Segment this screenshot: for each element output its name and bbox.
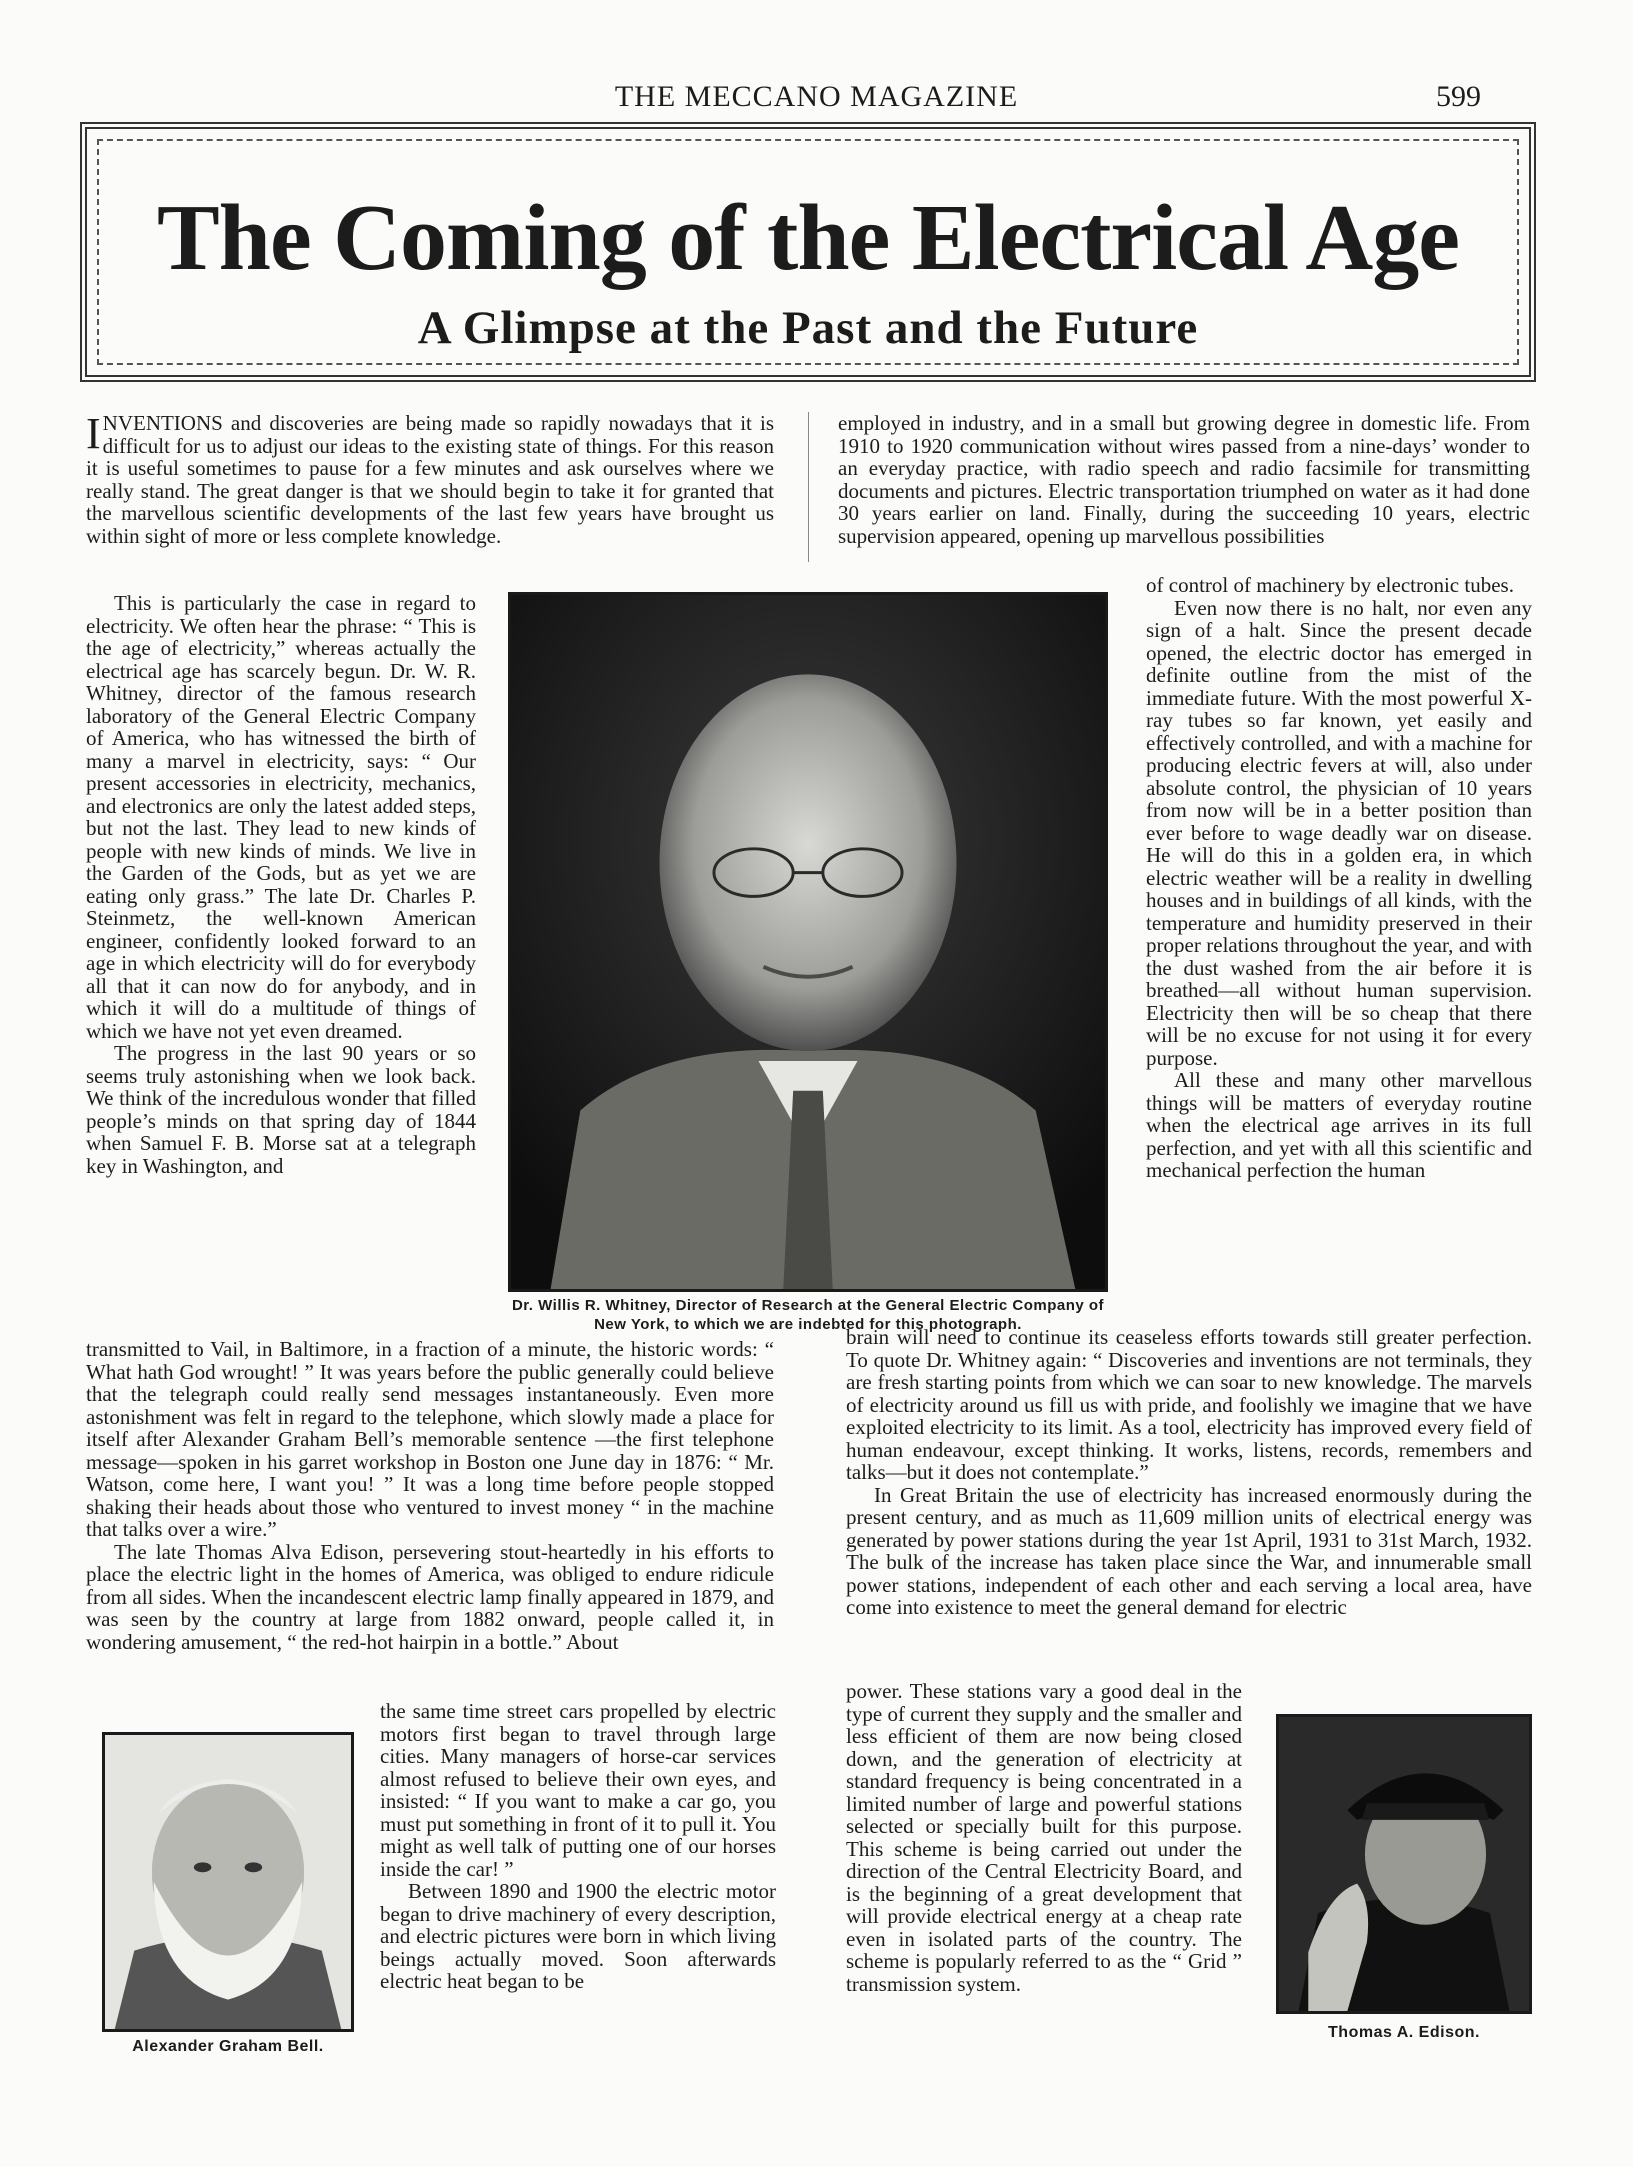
- edison-photo: [1276, 1714, 1532, 2014]
- right-column-top: [838, 412, 1530, 547]
- article-subtitle: A Glimpse at the Past and the Future: [417, 302, 1199, 354]
- right-paragraph-3-cont: brain will need to continue its ceaseless efforts towards still greater perfection. To quote Dr. Whitney again: “ Discoveries and inventions are not terminals, they are fresh starting points from which we can soar to new knowledge. The marvels of electricity around us fill us with pride, and foolishly we imagine that we have exploited electricity to its limit. As a tool, electricity has improved every field of human endeavour, except thinking. It works, listens, records, remembers and talks—but it does not contemplate.”: [846, 1325, 1532, 1484]
- edison-caption: Thomas A. Edison.: [1328, 2024, 1480, 2041]
- right-column-lower: [846, 1326, 1532, 1619]
- left-column-narrow: [86, 592, 476, 1177]
- left-column-bell-adjacent: [380, 1700, 776, 1993]
- right-paragraph-3: All these and many other marvellous things will be matters of everyday routine when the electrical age arrives in its full perfection, and yet with all this scientific and mechanical perfection the human: [1146, 1068, 1532, 1182]
- intro-text: NVENTIONS and discoveries are being made so rapidly nowadays that it is difficult for us to adjust our ideas to the existing state of things. For this reason it is useful sometimes to pause for a few minutes and ask ourselves where we really stand. The great danger is that we should begin to take it for granted that the marvellous scientific developments of the last few years have brought us within sight of more or less complete knowledge.: [86, 411, 774, 548]
- left-paragraph-4: Between 1890 and 1900 the electric motor began to drive machinery of every description, and electric pictures were born in which living beings actually moved. Soon afterwards electric heat began to be: [380, 1879, 776, 1993]
- bell-caption: Alexander Graham Bell.: [132, 2038, 324, 2055]
- magazine-title: THE MECCANO MAGAZINE: [614, 80, 1019, 113]
- whitney-caption: Dr. Willis R. Whitney, Director of Research at the General Electric Company of New York, to which we are indebted for this photograph.: [511, 1297, 1105, 1333]
- left-paragraph-2-cont: transmitted to Vail, in Baltimore, in a fraction of a minute, the historic words: “ What hath God wrought! ” It was years before the public generally could believe that the telegraph could really send messages instantaneously. Even more astonishment was felt in regard to the telephone, which slowly made a place for itself after Alexander Graham Bell’s memorable sentence —the first telephone message—spoken in his garret workshop in Boston one June day in 1876: “ Mr. Watson, come here, I want you! ” It was a long time before people stopped shaking their heads about those who ventured to invest money “ in the machine that talks over a wire.”: [86, 1337, 774, 1541]
- left-paragraph-2: The progress in the last 90 years or so seems truly astonishing when we look back. We think of the incredulous wonder that filled people’s minds on that spring day of 1844 when Samuel F. B. Morse sat at a telegraph key in Washington, and: [86, 1041, 476, 1178]
- right-paragraph-2: Even now there is no halt, nor even any sign of a halt. Since the present decade opened, the electric doctor has emerged in definite outline from the mist of the immediate future. With the most powerful X-ray tubes so far known, yet easily and effectively controlled, and with a machine for producing electric fevers at will, also under absolute control, the physician of 10 years from now will be in a better position than ever before to wage deadly war on disease. He will do this in a golden era, in which electric weather will be a reality in dwelling houses and in buildings of all kinds, with the temperature and humidity preserved in their proper relations throughout the year, and with the dust washed from the air before it is breathed—all without human supervision. Electricity then will be so cheap that there will be no excuse for not using it for every purpose.: [1146, 595, 1532, 1070]
- bell-portrait-image: [105, 1735, 351, 2029]
- whitney-portrait-image: [511, 595, 1105, 1289]
- page-number: 599: [1436, 80, 1481, 113]
- edison-portrait-image: [1279, 1717, 1529, 2011]
- right-paragraph-4-cont: power. These stations vary a good deal in the type of current they supply and the smaller and less efficient of them are now being closed down, and the generation of electricity at standard frequency is being concentrated in a limited number of large and powerful stations selected or specially built for this purpose. This scheme is being carried out under the direction of the Central Electricity Board, and is the beginning of a great development that will provide electrical energy at a cheap rate even in isolated parts of the country. The scheme is popularly referred to as the “ Grid ” transmission system.: [846, 1679, 1242, 1996]
- left-paragraph-1: This is particularly the case in regard to electricity. We often hear the phrase: “ This is the age of electricity,” whereas actually the electrical age has scarcely begun. Dr. W. R. Whitney, director of the famous research laboratory of the General Electric Company of America, who has witnessed the birth of many a marvel in electricity, says: “ Our present accessories in electricity, mechanics, and electronics are only the latest added steps, but not the last. They lead to new kinds of people with new kinds of minds. We live in the Garden of the Gods, but as yet we are eating only grass.” The late Dr. Charles P. Steinmetz, the well-known American engineer, confidently looked forward to an age in which electricity will do for everybody all that it can now do for anybody, and in which it will do a multitude of things of which we have not yet even dreamed.: [86, 591, 476, 1043]
- drop-cap: I: [86, 409, 101, 458]
- right-paragraph-1-cont: of control of machinery by electronic tubes.: [1146, 573, 1514, 597]
- left-paragraph-3-cont: the same time street cars propelled by electric motors first began to travel through large cities. Many managers of horse-car services almost refused to believe their own eyes, and insisted: “ If you want to make a car go, you must put something in front of it to pull it. You might as well talk of putting one of our horses inside the car! ”: [380, 1699, 776, 1881]
- title-frame: [80, 122, 1536, 382]
- bell-photo: [102, 1732, 354, 2032]
- right-column-narrow: [1146, 574, 1532, 1182]
- right-column-edison-adjacent: [846, 1680, 1242, 1995]
- article-title: The Coming of the Electrical Age: [156, 186, 1460, 290]
- running-head: [0, 80, 1633, 120]
- intro-paragraph: [86, 409, 774, 548]
- column-rule: [808, 412, 809, 562]
- whitney-photo: [508, 592, 1108, 1292]
- right-paragraph-1: employed in industry, and in a small but growing degree in domestic life. From 1910 to 1920 communication without wires passed from a nine-days’ wonder to an everyday practice, with radio speech and radio facsimile for transmitting documents and pictures. Electric transportation triumphed on water as it had done 30 years earlier on land. Finally, during the succeeding 10 years, electric supervision appeared, opening up marvellous possibilities: [838, 411, 1530, 548]
- left-column-lower: [86, 1338, 774, 1653]
- right-paragraph-4: In Great Britain the use of electricity has increased enormously during the present century, and as much as 11,609 million units of electrical energy was generated by power stations during the year 1st April, 1931 to 31st March, 1932. The bulk of the increase has taken place since the War, and innumerable small power stations, independent of each other and each serving a local area, have come into existence to meet the general demand for electric: [846, 1482, 1532, 1619]
- left-paragraph-3: The late Thomas Alva Edison, persevering stout-heartedly in his efforts to place the electric light in the homes of America, was obliged to endure ridicule from all sides. When the incandescent electric lamp finally appeared in 1879, and was seen by the country at large from 1882 onward, people called it, in wondering amusement, “ the red-hot hairpin in a bottle.” About: [86, 1539, 774, 1654]
